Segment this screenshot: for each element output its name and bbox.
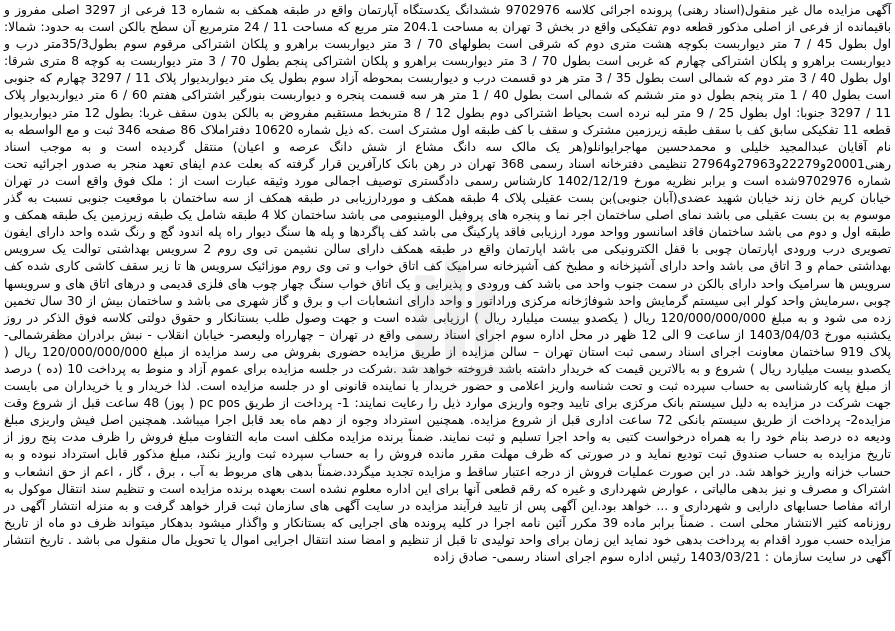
notice-body: آگهی مزایده مال غیر منقول(اسناد رهنی) پرونده اجرائی کلاسه 9702976 ششدانگ یکدستگاه آپارتمان واقع در طبقه همکف به شماره 13 فرعی از 3297 اصلی مفروز و باقیمانده از فرعی از اصلی مذکور قطعه دوم تفکیکی واقع در بخش 3 تهران به مساحت 204.1 متر مربع که مساحت 11 / 24 مترمربع آن سطح بالکن است به حدود: شمالا: اول بطول 45 / 7 متر دیواربست بکوچه هشت متری دوم که شرقی است بطولهای 70 / 3 متر دیواربست براهرو و پلکان اشتراکی مرقوم سوم بطول35/3متر درب و دیواربست براهرو و پلکان اشتراکی چهارم که غربی است بطول 70 / 3 متر دیواربست براهرو و پلکان اشتراکی پنجم بطول 70 / 3 متر دیواربست به کوچه 8 متری شرقا: اول بطول 40 / 3 متر دوم که شمالی است بطول 35 / 3 متر هر دو قسمت درب و دیواربست بمحوطه آزاد سوم بطول یک متر دیواربدیوار پلاک 11 / 3297 چهارم که جنوبی است بطول 40 / 1 متر پنجم بطول دو متر ششم که شمالی است بطول 40 / 1 متر هر سه قسمت پنجره و دیواربست بنورگیر اشتراکی هفتم 60 / 6 متر دیواربدیوار پلاک 11 / 3297 جنوبا: اول بطول 25 / 9 متر لبه نرده است بحیاط اشتراکی دوم بطول 12 / 8 متربخط مستقیم مفروض به بالکن بدون سقف غربا: بطول 12 متر دیواربدیوار قطعه 11 تفکیکی سابق کف با سقف طبقه زیرزمین مشترک و سقف با کف طبقه اول مشترک است .که ذیل شماره 10620 دفتراملاک 86 صفحه 346 ثبت و مع الواسطه به نام آقایان عبدالمجید خلیلی و محمدحسین مهاجرایوانلو(هر یک مالک سه دانگ مشاع از شش دانگ عرصه و اعیان) منتقل گردیده است و به موجب اسناد رهنی20001و22279و27963و27964 تنظیمی دفترخانه اسناد رسمی 368 تهران در رهن بانک کارآفرین قرار گرفته که بعلت عدم ایفای تعهد منجر به صدور اجرائیه تحت شماره 9702976شده است و برابر نظریه مورخ 1402/12/19 کارشناس رسمی دادگستری توصیف اجمالی مورد وثیقه عبارت است از : ملک فوق واقع است در تهران خیابان کریم خان زند خیابان شهید عضدی(آبان جنوبی)بن بست عقیلی پلاک 4 طبقه همکف و موردارزیابی در طبقه همکف از سه ساختمان با موقعیت جنوبی نسبت به گذر موسوم به بن بست عقیلی می باشد نمای اصلی ساختمان اجر نما و پنجره های پروفیل الومینیومی می باشد ساختمان کلا 4 طبقه شامل یک طبقه زیرزمین یک طبقه همکف و طبقه اول و دوم می باشد ساختمان فاقد اسانسور وواحد مورد ارزیابی فاقد پارکینگ می باشد کف پاگردها و پله ها سنگ دیوار راه پله اندود گچ و رنگ شده واحد دارای ایفون تصویری درب ورودی اپارتمان چوبی با قفل الکترونیکی می باشد اپارتمان واقع در طبقه همکف دارای سالن نشیمن تی وی روم 2 سرویس بهداشتی توالت یک سرویس بهداشتی حمام و 3 اتاق می باشد واحد دارای آشپزخانه و مطبخ کف آشپزخانه سرامیک کف اتاق خواب و تی وی روم موزائیک سرویس ها تا زیر سقف کاشی کاری شده کف سرویس ها سرامیک واحد دارای بالکن در سمت جنوب واحد می باشد کف ورودی و پذیرایی و یک اتاق خواب سنگ چهار چوب های فلزی قدیمی و درهای اتاق های و سرویسها چوبی ،سرمایش واحد کولر ابی سیستم گرمایش واحد شوفاژخانه مرکزی وراداتور و واحد دارای انشعابات اب و برق و گاز شهری می باشد و ساختمان بیش از 30 سال تخمین زده می شود و به مبلغ 120/000/000/000 ریال ( یکصدو بیست میلیارد ریال ) ارزیابی شده است و جهت وصول طلب بستانکار و حقوق دولتی کلاسه فوق الذکر در روز یکشنبه مورخ 1403/04/03 از ساعت 9 الی 12 ظهر در محل اداره سوم اجرای اسناد رسمی واقع در تهران – چهارراه ولیعصر- خیابان انقلاب - نبش برادران مظفرشمالی- پلاک 919 ساختمان معاونت اجرای اسناد رسمی ثبت استان تهران – سالن مزایده از طریق مزایده حضوری بفروش می رسد مزایده از مبلغ 120/000/000/000 ریال ( یکصدو بیست میلیارد ریال ) شروع و به بالاترین قیمت که خریدار داشته باشد فروخته خواهد شد .شرکت در جلسه مزایده برای عموم آزاد و منوط به پرداخت 10 (ده ) درصد از مبلغ پایه کارشناسی به حساب سپرده ثبت و تحت شناسه واریز اعلامی و حضور خریدار یا نماینده قانونی او در جلسه مزایده است. لذا خریدار و یا خریداران می بایست جهت شرکت در مزایده به دلیل سیستم بانک مرکزی برای تایید وجوه واریزی موارد ذیل را رعایت نمایند: 1- پرداخت از طریق pc pos ( پوز) 48 ساعت قبل از شروع وقت مزایده2- پرداخت از طریق سیستم بانکی 72 ساعت اداری قبل از شروع مزایده. همچنین استرداد وجوه از دهم ماه بعد قابل اجرا میباشد. همچنین اصل فیش واریزی مبلغ ودیعه ده درصد بنام خود را به همراه درخواست کتبی به واحد اجرا تسلیم و ثبت نمایند. ضمناً برنده مزایده مکلف است مابه التفاوت مبلغ فروش را ظرف مدت پنج روز از تاریخ مزایده به حساب صندوق ثبت تودیع نماید و در صورتی که ظرف مهلت مقرر مانده فروش را به حساب سپرده ثبت واریز نکند، مبلغ مذکور قابل استرداد نبوده و به حساب خزانه واریز خواهد شد. در این صورت عملیات فروش از درجه اعتبار ساقط و مزایده تجدید میگردد.ضمناً بدهی های مربوط به آب ، برق ، گاز ، اعم از حق انشعاب و اشتراک و مصرف و نیز بدهی مالیاتی ، عوارض شهرداری و غیره که رقم قطعی آنها برای این اداره معلوم نشده است بعهده برنده مزایده است و تنظیم سند انتقال موکول به ارائه مفاصا حسابهای دارایی و شهرداری و ... خواهد بود.این آگهی پس از تایید فرآیند مزایده در سایت آگهی های سازمان ثبت قرار خواهد گرفت و به منزله انتشار آگهی در روزنامه کثیر الانتشار محلی است . ضمناً برابر ماده 39 مکرر آئین نامه اجرا در کلیه پرونده های اجرایی که بستانکار و واگذار میشود بدهکار میتواند ظرف دو ماه از تاریخ مزایده حسب مورد اقدام به پرداخت بدهی خود نماید این زمان برای واحد تولیدی تا قبل از تنظیم و امضا سند انتقال اجرایی اموال یا تحویل مال منقول می باشد . تاریخ انتشار آگهی در سایت سازمان : 1403/03/21 رئیس اداره سوم اجرای اسناد رسمی- صادق زاده: [4, 3, 892, 564]
